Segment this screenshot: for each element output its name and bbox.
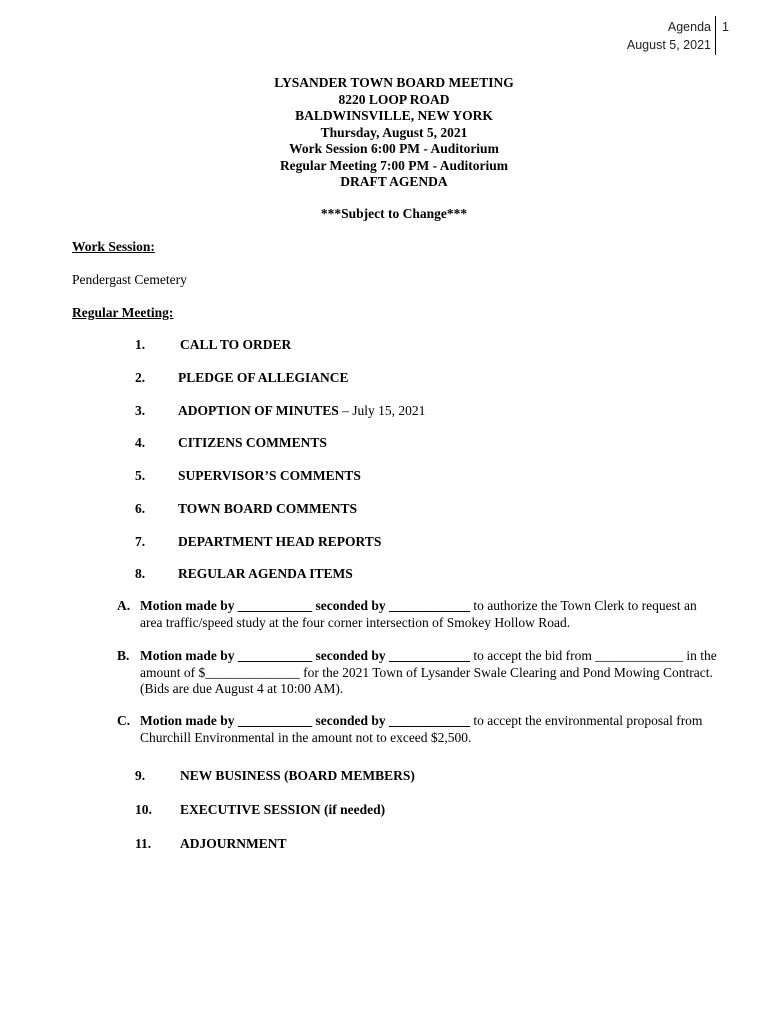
motion-text: Motion made by ___________ seconded by ____________ to accept the environmental proposal from Churchill Environmental in the amount not to exceed $2,500. — [140, 713, 703, 745]
subject-note: ***Subject to Change*** — [320, 206, 468, 221]
header-text — [627, 18, 711, 54]
item-label: NEW BUSINESS (BOARD MEMBERS) — [180, 768, 415, 783]
work-session-item: Pendergast Cemetery — [72, 272, 187, 287]
motion-letter: B. — [117, 648, 130, 663]
item-number: 4. — [135, 435, 146, 450]
item-label: TOWN BOARD COMMENTS — [178, 501, 358, 516]
motion-item — [117, 598, 717, 631]
item-number: 8. — [135, 566, 146, 581]
header-label: Agenda — [667, 20, 711, 34]
regular-meeting-heading: Regular Meeting: — [72, 305, 174, 320]
motion-letter: A. — [117, 598, 131, 613]
item-label: ADOPTION OF MINUTES – July 15, 2021 — [178, 403, 426, 418]
motion-letter: C. — [117, 713, 131, 728]
item-number: 2. — [135, 370, 146, 385]
header-divider — [715, 16, 716, 55]
meeting-title-block — [0, 75, 770, 191]
item-label: CITIZENS COMMENTS — [178, 435, 327, 450]
title-line: 8220 LOOP ROAD — [338, 91, 450, 107]
item-label: DEPARTMENT HEAD REPORTS — [178, 534, 382, 549]
item-label: EXECUTIVE SESSION (if needed) — [180, 802, 386, 817]
item-number: 3. — [135, 403, 146, 418]
item-label: CALL TO ORDER — [180, 337, 292, 352]
item-number: 6. — [135, 501, 146, 516]
motion-text: Motion made by ___________ seconded by ____________ to accept the bid from _____________ in the amount of $______________ for the 2021 Town of Lysander Swale Clearing and Pond Mowing Contract. (Bids are due August 4 at 10:00 AM). — [140, 648, 717, 696]
item-label: REGULAR AGENDA ITEMS — [178, 566, 353, 581]
item-number: 5. — [135, 468, 146, 483]
title-line: Regular Meeting 7:00 PM - Auditorium — [279, 157, 509, 173]
work-session-heading: Work Session: — [72, 239, 155, 254]
item-number: 10. — [135, 802, 152, 817]
header-date: August 5, 2021 — [626, 38, 711, 52]
motion-item — [117, 713, 717, 746]
item-label: PLEDGE OF ALLEGIANCE — [178, 370, 349, 385]
motion-item — [117, 648, 717, 698]
item-number: 11. — [135, 836, 152, 851]
item-label: SUPERVISOR’S COMMENTS — [178, 468, 361, 483]
title-line: Work Session 6:00 PM - Auditorium — [289, 141, 499, 156]
motion-text: Motion made by ___________ seconded by ____________ to authorize the Town Clerk to request an area traffic/speed study at the four corner intersection of Smokey Hollow Road. — [140, 598, 697, 630]
title-line: DRAFT AGENDA — [340, 174, 448, 189]
title-line: BALDWINSVILLE, NEW YORK — [295, 108, 493, 123]
item-label: ADJOURNMENT — [180, 836, 287, 851]
title-line: Thursday, August 5, 2021 — [320, 124, 468, 140]
title-line: LYSANDER TOWN BOARD MEETING — [274, 75, 514, 90]
item-number: 9. — [135, 768, 146, 783]
item-number: 1. — [135, 337, 146, 352]
item-number: 7. — [135, 534, 146, 549]
page-number: 1 — [722, 20, 729, 34]
